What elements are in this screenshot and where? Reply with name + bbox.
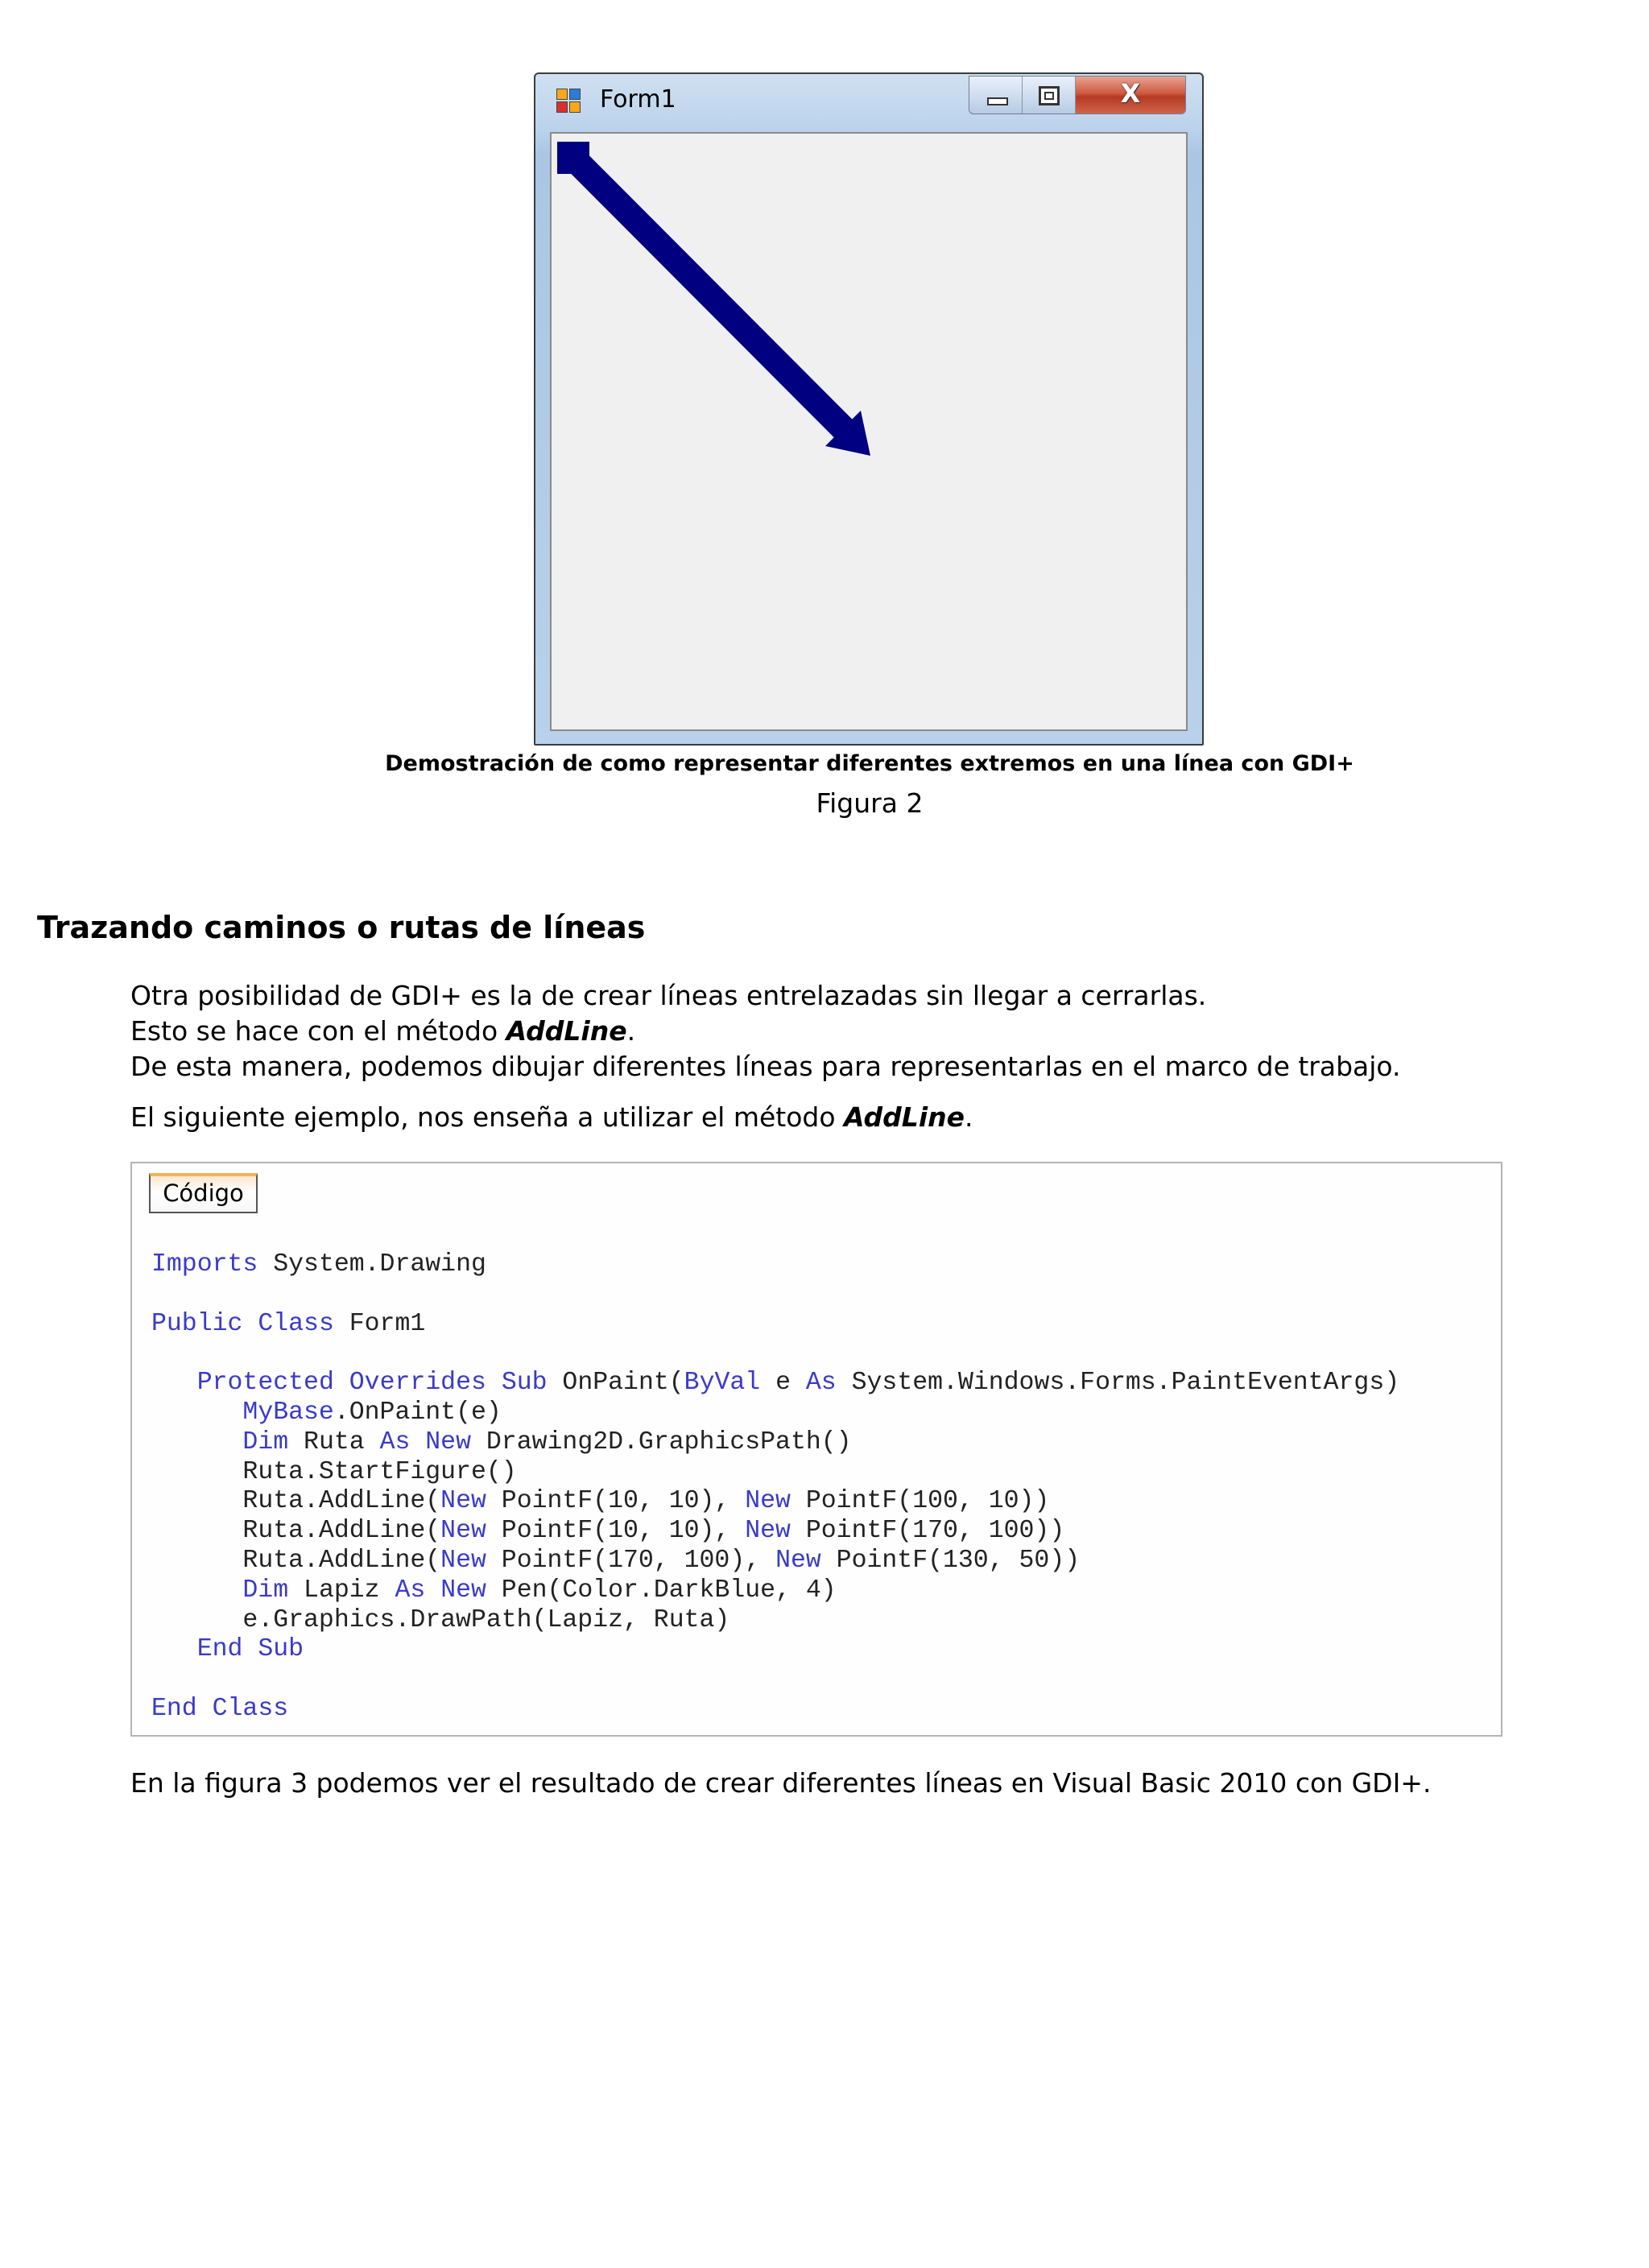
code-text [334, 1369, 349, 1397]
code-block [151, 1250, 1399, 1725]
window-titlebar [535, 74, 1202, 130]
code-text: Ruta.AddLine( [151, 1517, 441, 1546]
code-text: System.Windows.Forms.PaintEventArgs) [836, 1369, 1400, 1398]
paragraph-4 [130, 1101, 973, 1133]
code-text: PointF(170, 100), [486, 1546, 776, 1575]
code-keyword: Class [212, 1694, 289, 1723]
code-keyword: New [425, 1427, 471, 1456]
code-keyword: As [395, 1576, 426, 1605]
code-text [151, 1428, 242, 1456]
code-text: Form1 [333, 1309, 426, 1338]
paragraph-3: De esta manera, podemos dibujar diferentes líneas para representarlas en el marco de trabajo. [130, 1051, 1401, 1082]
code-keyword: Sub [501, 1369, 548, 1398]
code-text: Lapiz [288, 1576, 395, 1605]
section-heading: Trazando caminos o rutas de líneas [37, 910, 646, 945]
figure-label: Figura 2 [816, 787, 924, 819]
code-line [151, 1606, 1399, 1636]
code-keyword: New [745, 1517, 791, 1546]
code-text: PointF(10, 10), [486, 1487, 746, 1516]
code-text [486, 1369, 502, 1397]
code-line [151, 1398, 1399, 1428]
code-text [197, 1695, 213, 1723]
code-tab[interactable]: Código [149, 1173, 258, 1213]
code-keyword: Protected [196, 1369, 334, 1398]
code-keyword: Sub [258, 1635, 304, 1664]
method-name: AddLine [844, 1101, 965, 1133]
code-text [242, 1310, 258, 1338]
code-line [151, 1339, 1399, 1369]
code-keyword: New [440, 1487, 486, 1516]
code-keyword: End [151, 1694, 197, 1723]
code-text: PointF(130, 50)) [820, 1546, 1081, 1575]
code-text: Ruta.AddLine( [151, 1487, 441, 1516]
code-keyword: New [440, 1546, 486, 1575]
paragraph-4-text: El siguiente ejemplo, nos enseña a utilizar el método [130, 1101, 845, 1133]
paragraph-4-end: . [965, 1101, 973, 1133]
code-line [151, 1635, 1399, 1665]
close-glyph: X [1120, 78, 1141, 109]
form1-window-screenshot [534, 72, 1204, 746]
code-keyword: Imports [151, 1250, 258, 1279]
code-text [242, 1635, 258, 1663]
code-line [151, 1250, 1399, 1280]
code-line [151, 1547, 1399, 1576]
paragraph-5: En la figura 3 podemos ver el resultado de crear diferentes líneas en Visual Basic 2010 con GDI+. [130, 1767, 1432, 1799]
code-line [151, 1428, 1399, 1458]
code-text: e [760, 1369, 806, 1398]
code-keyword: Public [151, 1309, 243, 1338]
window-control-buttons [969, 76, 1186, 114]
code-text [151, 1398, 242, 1427]
code-text [151, 1369, 197, 1397]
code-keyword: New [440, 1517, 486, 1546]
code-text: OnPaint( [547, 1369, 684, 1398]
paragraph-2-end: . [626, 1015, 636, 1047]
code-text: e.Graphics.DrawPath(Lapiz, Ruta) [151, 1605, 730, 1634]
figure-caption: Demostración de como representar diferentes extremos en una línea con GDI+ [385, 751, 1354, 776]
code-text: Drawing2D.GraphicsPath() [471, 1427, 852, 1456]
code-keyword: End [196, 1635, 243, 1664]
code-text [410, 1428, 425, 1456]
code-keyword: As [379, 1427, 411, 1456]
window-title: Form1 [600, 85, 676, 114]
code-keyword: Overrides [349, 1369, 486, 1398]
app-icon [556, 89, 582, 114]
code-box [130, 1162, 1502, 1737]
code-keyword: New [440, 1576, 486, 1605]
paragraph-2-text: Esto se hace con el método [130, 1015, 506, 1047]
code-line [151, 1280, 1399, 1310]
code-line [151, 1369, 1399, 1398]
code-text [425, 1576, 440, 1605]
code-keyword: As [805, 1369, 837, 1398]
code-keyword: MyBase [242, 1398, 334, 1427]
code-line [151, 1665, 1399, 1695]
paragraph-2 [130, 1015, 635, 1047]
drawn-diagonal-line [573, 158, 848, 433]
code-text: System.Drawing [258, 1250, 486, 1279]
close-icon[interactable] [1076, 76, 1185, 114]
code-text [151, 1635, 197, 1663]
code-line [151, 1576, 1399, 1606]
code-keyword: New [775, 1546, 821, 1575]
code-line [151, 1487, 1399, 1517]
code-keyword: New [745, 1487, 791, 1516]
paragraph-1: Otra posibilidad de GDI+ es la de crear líneas entrelazadas sin llegar a cerrarlas. [130, 980, 1207, 1011]
code-line [151, 1458, 1399, 1488]
form-client-area [550, 132, 1188, 731]
maximize-icon[interactable] [1023, 76, 1076, 114]
code-keyword: ByVal [684, 1369, 761, 1398]
code-keyword: Dim [242, 1576, 289, 1605]
code-keyword: Dim [242, 1427, 289, 1456]
code-text: PointF(170, 100)) [790, 1517, 1065, 1546]
code-text [151, 1576, 242, 1605]
code-text: PointF(10, 10), [486, 1517, 746, 1546]
code-line [151, 1695, 1399, 1725]
code-line [151, 1517, 1399, 1547]
code-text: Pen(Color.DarkBlue, 4) [486, 1576, 837, 1605]
code-text: Ruta.StartFigure() [151, 1457, 517, 1486]
code-text: Ruta.AddLine( [151, 1546, 441, 1575]
drawn-line-canvas [552, 134, 1189, 733]
code-keyword: Class [258, 1309, 334, 1338]
method-name: AddLine [506, 1015, 627, 1047]
code-text: Ruta [288, 1427, 380, 1456]
code-text: .OnPaint(e) [333, 1398, 502, 1427]
code-line [151, 1310, 1399, 1340]
minimize-icon[interactable] [969, 76, 1023, 114]
code-text: PointF(100, 10)) [790, 1487, 1050, 1516]
